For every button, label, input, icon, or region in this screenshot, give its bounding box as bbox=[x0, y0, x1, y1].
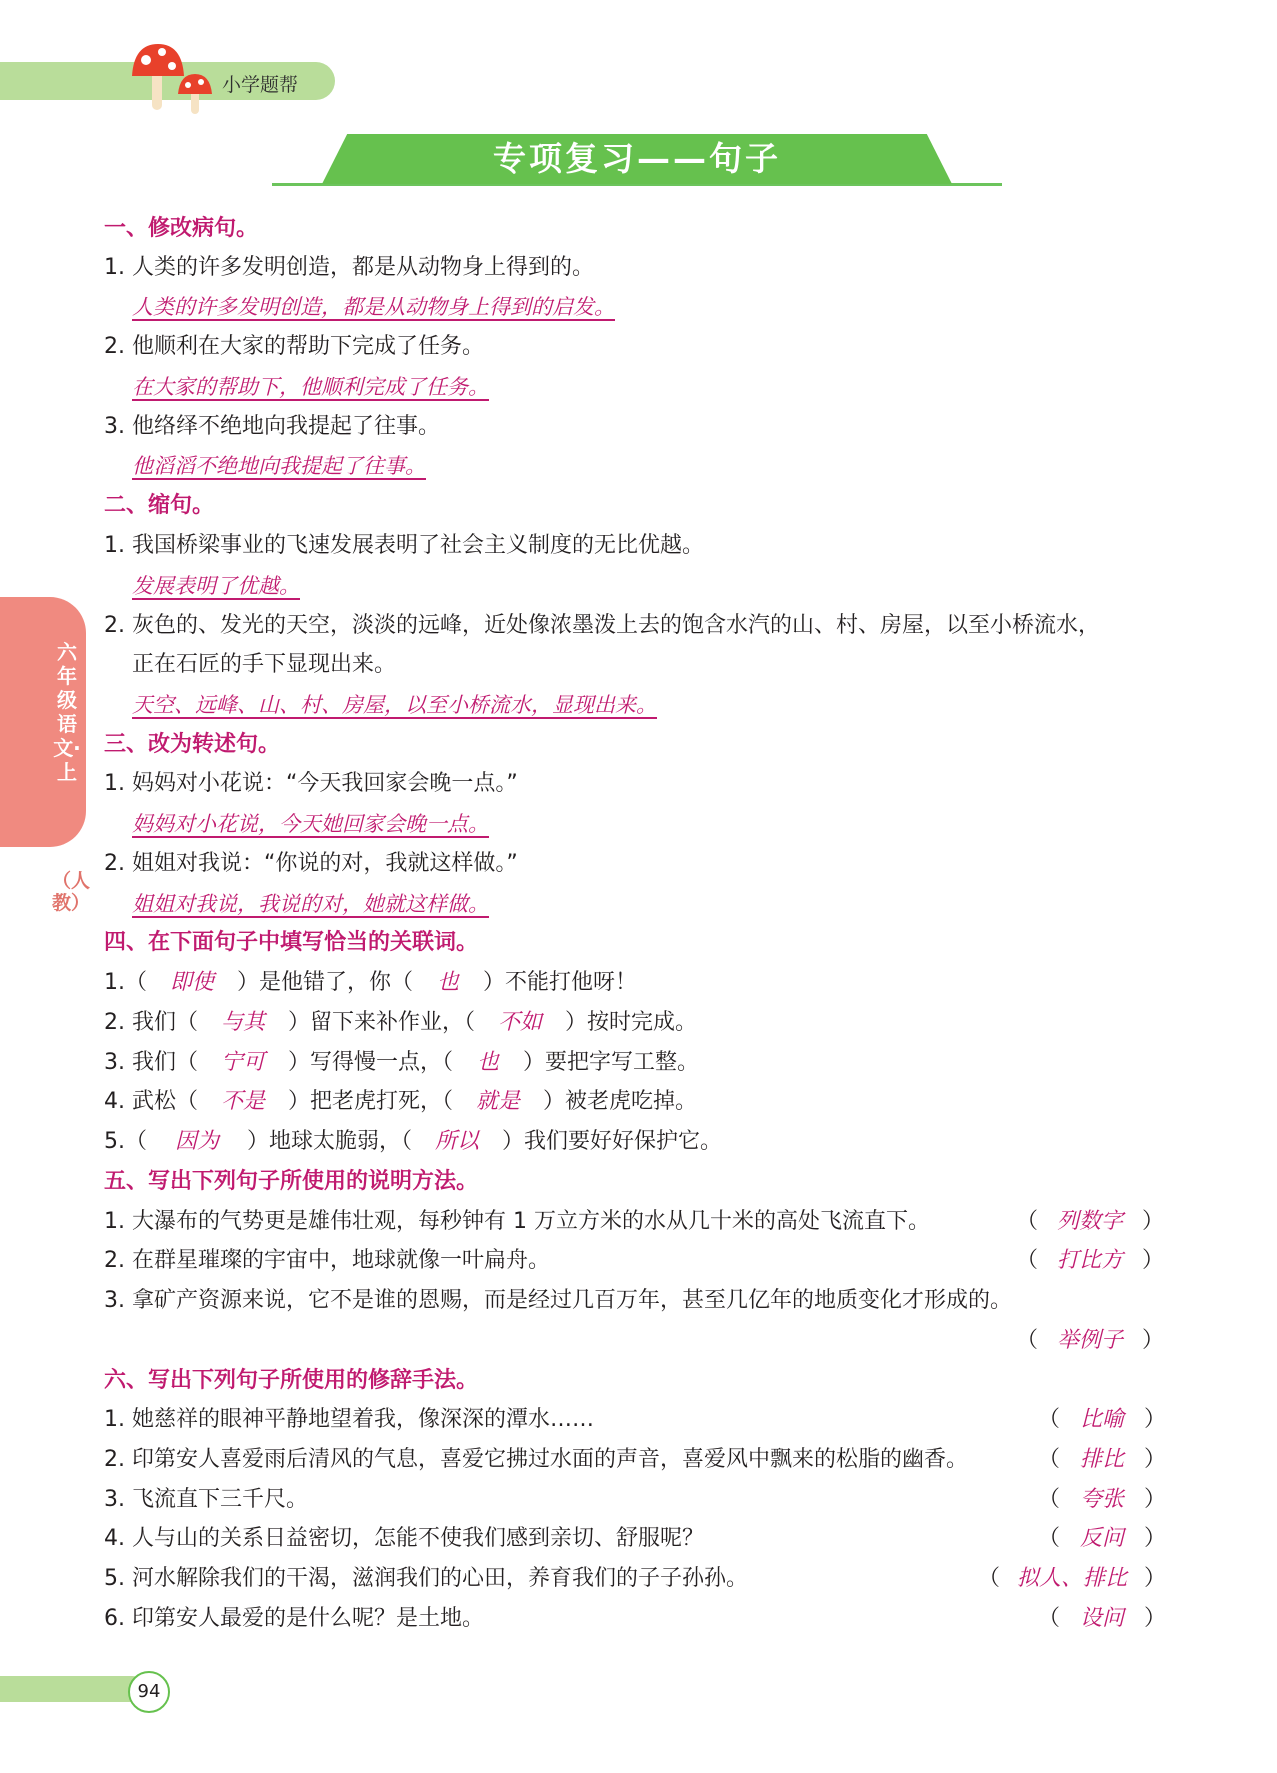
question-text: 正在石匠的手下显现出来。 bbox=[132, 652, 397, 677]
question-text: 1. 妈妈对小花说：“今天我回家会晚一点。” bbox=[104, 771, 518, 796]
section-heading: 一、修改病句。 bbox=[104, 216, 259, 241]
fill-answer: 也 bbox=[437, 970, 460, 995]
sentence-part: ）是他错了，你（ bbox=[237, 970, 414, 995]
fill-answer: 所以 bbox=[435, 1129, 480, 1154]
section-heading: 二、缩句。 bbox=[104, 493, 215, 518]
answer-line bbox=[132, 688, 657, 723]
page-title: 专项复习——句子 bbox=[493, 139, 781, 178]
answer-paren: （ 拟人、排比 ） bbox=[978, 1562, 1166, 1596]
question-text: 5. 河水解除我们的干渴，滋润我们的心田，养育我们的子子孙孙。 bbox=[104, 1566, 748, 1591]
answer-paren: （ 排比 ） bbox=[1038, 1443, 1166, 1477]
fill-answer: 与其 bbox=[220, 1010, 265, 1035]
answer-line bbox=[132, 887, 489, 922]
sentence-part: 5.（ bbox=[104, 1129, 147, 1154]
answer-text: 妈妈对小花说，今天她回家会晚一点。 bbox=[132, 812, 489, 836]
answer-paren: （ 比喻 ） bbox=[1038, 1403, 1166, 1437]
fill-row bbox=[104, 966, 637, 1000]
fill-answer: 也 bbox=[476, 1050, 499, 1075]
fill-answer: 宁可 bbox=[220, 1050, 265, 1075]
question-text: 4. 人与山的关系日益密切，怎能不使我们感到亲切、舒服呢？ bbox=[104, 1526, 704, 1551]
side-tab-edition: （人教） bbox=[52, 870, 91, 914]
section-heading: 六、写出下列句子所使用的修辞手法。 bbox=[104, 1368, 479, 1393]
answer-line bbox=[132, 370, 489, 405]
fill-row bbox=[104, 1125, 722, 1159]
sentence-part: ）把老虎打死，（ bbox=[287, 1089, 453, 1114]
question-text: 2. 他顺利在大家的帮助下完成了任务。 bbox=[104, 334, 484, 359]
answer-paren: （ 列数字 ） bbox=[1016, 1205, 1164, 1239]
fill-answer: 拟人、排比 bbox=[1016, 1566, 1127, 1591]
sentence-part: ）我们要好好保护它。 bbox=[502, 1129, 723, 1154]
question-text: 1. 我国桥梁事业的飞速发展表明了社会主义制度的无比优越。 bbox=[104, 533, 704, 558]
answer-line bbox=[132, 569, 300, 604]
answer-paren: （ 反问 ） bbox=[1038, 1522, 1166, 1556]
answer-paren: （ 设问 ） bbox=[1038, 1602, 1166, 1636]
question-text: 3. 他络绎不绝地向我提起了往事。 bbox=[104, 414, 440, 439]
content bbox=[104, 0, 1184, 1773]
fill-answer: 举例子 bbox=[1056, 1328, 1123, 1353]
fill-row bbox=[104, 1085, 697, 1119]
sentence-part: 2. 我们（ bbox=[104, 1010, 198, 1035]
sentence-part: ）按时完成。 bbox=[565, 1010, 698, 1035]
footer-bar bbox=[0, 1676, 145, 1702]
fill-answer: 打比方 bbox=[1056, 1248, 1123, 1273]
answer-text: 在大家的帮助下，他顺利完成了任务。 bbox=[132, 375, 489, 399]
fill-answer: 设问 bbox=[1079, 1606, 1124, 1631]
fill-answer: 列数字 bbox=[1056, 1209, 1123, 1234]
section-heading: 四、在下面句子中填写恰当的关联词。 bbox=[104, 930, 479, 955]
question-text: 1. 她慈祥的眼神平静地望着我，像深深的潭水…… bbox=[104, 1407, 594, 1432]
answer-paren: （ 夸张 ） bbox=[1038, 1483, 1166, 1517]
fill-row bbox=[104, 1006, 697, 1040]
section-heading: 三、改为转述句。 bbox=[104, 732, 281, 757]
answer-text: 发展表明了优越。 bbox=[132, 574, 300, 598]
fill-answer: 夸张 bbox=[1079, 1487, 1124, 1512]
question-text: 2. 在群星璀璨的宇宙中，地球就像一叶扁舟。 bbox=[104, 1248, 550, 1273]
section-heading: 五、写出下列句子所使用的说明方法。 bbox=[104, 1169, 479, 1194]
fill-answer: 反问 bbox=[1079, 1526, 1124, 1551]
answer-text: 他滔滔不绝地向我提起了往事。 bbox=[132, 454, 426, 478]
question-text: 1. 大瀑布的气势更是雄伟壮观，每秒钟有 1 万立方米的水从几十米的高处飞流直下。 bbox=[104, 1209, 930, 1234]
answer-text: 人类的许多发明创造，都是从动物身上得到的启发。 bbox=[132, 295, 615, 319]
question-text: 6. 印第安人最爱的是什么呢？是土地。 bbox=[104, 1606, 484, 1631]
sentence-part: ）写得慢一点，（ bbox=[287, 1050, 453, 1075]
fill-answer: 因为 bbox=[174, 1129, 219, 1154]
question-text: 2. 灰色的、发光的天空，淡淡的远峰，近处像浓墨泼上去的饱含水汽的山、村、房屋，以至小桥流水， bbox=[104, 613, 1100, 638]
sentence-part: 1.（ bbox=[104, 970, 147, 995]
answer-paren: （ 打比方 ） bbox=[1016, 1244, 1164, 1278]
side-tab-grade: 六年级语文·上 bbox=[53, 640, 81, 784]
question-text: 3. 拿矿产资源来说，它不是谁的恩赐，而是经过几百万年，甚至几亿年的地质变化才形成的。 bbox=[104, 1288, 1012, 1313]
fill-answer: 即使 bbox=[169, 970, 214, 995]
question-text: 2. 姐姐对我说：“你说的对，我就这样做。” bbox=[104, 851, 518, 876]
sentence-part: 3. 我们（ bbox=[104, 1050, 198, 1075]
question-text: 3. 飞流直下三千尺。 bbox=[104, 1487, 308, 1512]
answer-line bbox=[132, 449, 426, 484]
answer-paren: （ 举例子 ） bbox=[1016, 1324, 1164, 1358]
fill-answer: 不如 bbox=[497, 1010, 542, 1035]
sentence-part: ）地球太脆弱，（ bbox=[247, 1129, 413, 1154]
answer-text: 姐姐对我说，我说的对，她就这样做。 bbox=[132, 892, 489, 916]
brand-label: 小学题帮 bbox=[222, 74, 299, 96]
sentence-part: ）被老虎吃掉。 bbox=[543, 1089, 698, 1114]
answer-text: 天空、远峰、山、村、房屋，以至小桥流水，显现出来。 bbox=[132, 693, 657, 717]
page-number: 94 bbox=[128, 1671, 170, 1713]
question-text: 2. 印第安人喜爱雨后清风的气息，喜爱它拂过水面的声音，喜爱风中飘来的松脂的幽香。 bbox=[104, 1447, 968, 1472]
answer-line bbox=[132, 807, 489, 842]
fill-answer: 排比 bbox=[1079, 1447, 1124, 1472]
fill-row bbox=[104, 1046, 699, 1080]
answer-line bbox=[132, 290, 615, 325]
fill-answer: 比喻 bbox=[1079, 1407, 1124, 1432]
fill-answer: 不是 bbox=[220, 1089, 265, 1114]
sentence-part: ）不能打他呀！ bbox=[483, 970, 638, 995]
sentence-part: ）要把字写工整。 bbox=[523, 1050, 700, 1075]
fill-answer: 就是 bbox=[475, 1089, 520, 1114]
sentence-part: ）留下来补作业，（ bbox=[287, 1010, 475, 1035]
sentence-part: 4. 武松（ bbox=[104, 1089, 198, 1114]
question-text: 1. 人类的许多发明创造，都是从动物身上得到的。 bbox=[104, 255, 594, 280]
